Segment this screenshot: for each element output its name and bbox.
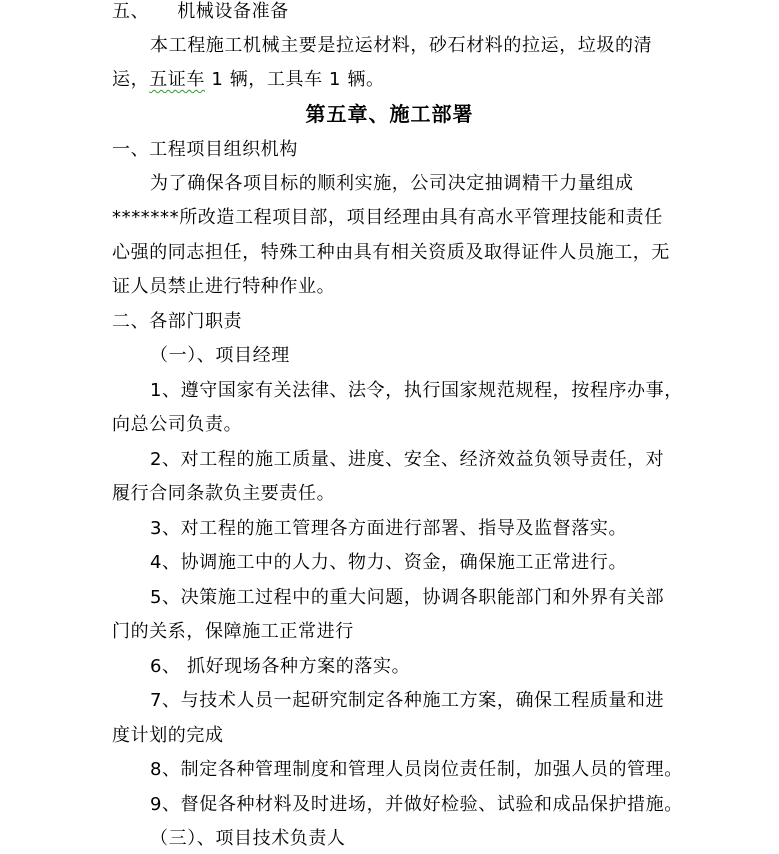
section-heading-organization: 一、工程项目组织机构 xyxy=(112,139,298,160)
list-item-line: 履行合同条款负主要责任。 xyxy=(112,483,336,504)
section-title: 机械设备准备 xyxy=(177,1,289,22)
list-item-line: 6、 抓好现场各种方案的落实。 xyxy=(150,656,411,677)
subsection-heading-tech-lead: （三）、项目技术负责人 xyxy=(150,828,346,849)
paragraph-line: *******所改造工程项目部，项目经理由具有高水平管理技能和责任 xyxy=(112,207,663,228)
paragraph-line xyxy=(112,68,385,92)
paragraph-line: 证人员禁止进行特种作业。 xyxy=(112,276,336,297)
text-run: 运， xyxy=(112,69,150,90)
subsection-heading-project-manager: （一）、项目经理 xyxy=(150,345,290,366)
section-heading-duties: 二、各部门职责 xyxy=(112,311,243,332)
list-item-line: 度计划的完成 xyxy=(112,725,224,746)
list-item-line: 9、督促各种材料及时进场，并做好检验、试验和成品保护措施。 xyxy=(150,794,683,815)
list-item-line: 向总公司负责。 xyxy=(112,414,243,435)
list-item-line: 8、制定各种管理制度和管理人员岗位责任制，加强人员的管理。 xyxy=(150,759,683,780)
paragraph-line: 心强的同志担任，特殊工种由具有相关资质及取得证件人员施工，无 xyxy=(112,242,670,263)
section-number: 五、 xyxy=(112,1,150,22)
list-item-line: 3、对工程的施工管理各方面进行部署、指导及监督落实。 xyxy=(150,518,628,539)
list-item-line: 5、决策施工过程中的重大问题，协调各职能部门和外界有关部 xyxy=(150,587,665,608)
chapter-title: 第五章、施工部署 xyxy=(305,102,474,126)
spellcheck-marked-text: 五证车 xyxy=(149,69,206,90)
paragraph-line: 本工程施工机械主要是拉运材料，砂石材料的拉运，垃圾的清 xyxy=(150,35,653,56)
list-item-line: 4、协调施工中的人力、物力、资金，确保施工正常进行。 xyxy=(150,552,628,573)
list-item-line: 门的关系，保障施工正常进行 xyxy=(112,621,354,642)
list-item-line: 1、遵守国家有关法律、法令，执行国家规范规程，按程序办事， xyxy=(150,380,683,401)
section-heading-machinery xyxy=(112,0,289,24)
text-run: 1 辆，工具车 1 辆。 xyxy=(205,69,385,90)
paragraph-line: 为了确保各项目标的顺利实施，公司决定抽调精干力量组成 xyxy=(150,173,634,194)
list-item-line: 2、对工程的施工质量、进度、安全、经济效益负领导责任，对 xyxy=(150,449,665,470)
list-item-line: 7、与技术人员一起研究制定各种施工方案，确保工程质量和进 xyxy=(150,690,665,711)
